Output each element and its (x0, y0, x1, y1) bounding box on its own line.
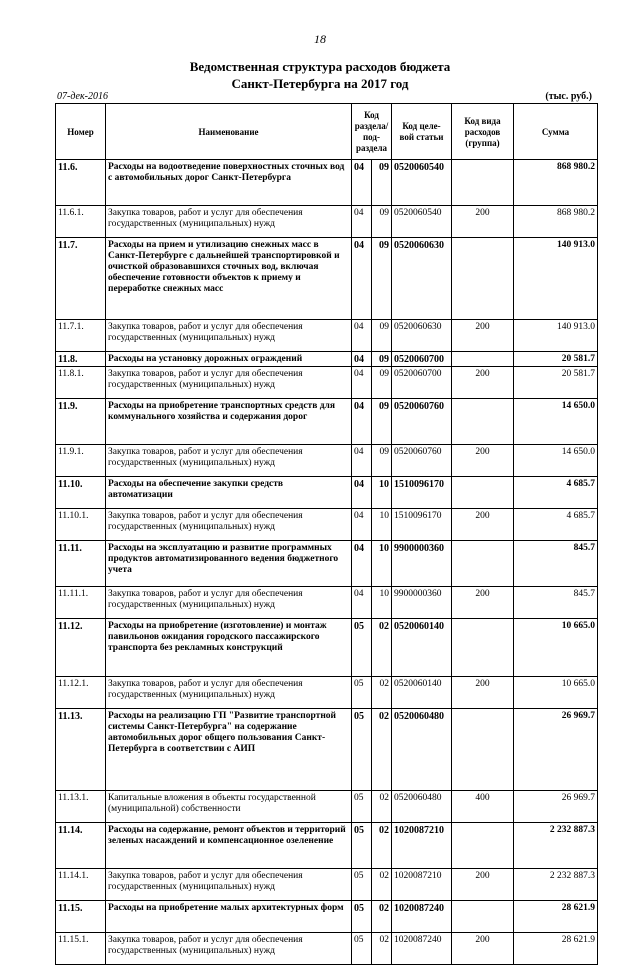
row-section-code: 05 (352, 933, 372, 965)
row-section-code: 04 (352, 509, 372, 541)
row-subsection-code: 10 (372, 587, 392, 619)
row-target-code: 0520060480 (392, 709, 452, 791)
title-line-1: Ведомственная структура расходов бюджета (189, 59, 451, 74)
row-section-code: 04 (352, 587, 372, 619)
document-title (0, 58, 640, 92)
table-row (56, 206, 598, 238)
row-section-code: 04 (352, 352, 372, 367)
row-name: Расходы на эксплуатацию и развитие программных продуктов автоматизированного ведения бюджетного учета (106, 541, 352, 587)
row-subsection-code: 02 (372, 791, 392, 823)
row-subsection-code: 09 (372, 206, 392, 238)
table-row (56, 869, 598, 901)
row-amount: 845.7 (514, 541, 598, 587)
row-amount: 28 621.9 (514, 901, 598, 933)
row-number: 11.15. (56, 901, 106, 933)
row-number: 11.14. (56, 823, 106, 869)
row-amount: 140 913.0 (514, 320, 598, 352)
header-target: Код целе- вой статьи (392, 104, 452, 160)
row-name: Закупка товаров, работ и услуг для обеспечения государственных (муниципальных) нужд (106, 206, 352, 238)
row-target-code: 1020087210 (392, 823, 452, 869)
row-expense-group (452, 238, 514, 320)
row-number: 11.10. (56, 477, 106, 509)
row-target-code: 0520060140 (392, 619, 452, 677)
row-name: Закупка товаров, работ и услуг для обеспечения государственных (муниципальных) нужд (106, 933, 352, 965)
row-expense-group (452, 352, 514, 367)
row-section-code: 04 (352, 445, 372, 477)
row-section-code: 05 (352, 901, 372, 933)
row-amount: 20 581.7 (514, 352, 598, 367)
row-section-code: 05 (352, 619, 372, 677)
row-expense-group: 200 (452, 206, 514, 238)
row-amount: 4 685.7 (514, 477, 598, 509)
row-subsection-code: 09 (372, 367, 392, 399)
row-name: Расходы на установку дорожных ограждений (106, 352, 352, 367)
table-row (56, 399, 598, 445)
row-number: 11.7.1. (56, 320, 106, 352)
row-target-code: 0520060760 (392, 445, 452, 477)
row-name: Закупка товаров, работ и услуг для обеспечения государственных (муниципальных) нужд (106, 445, 352, 477)
row-amount: 20 581.7 (514, 367, 598, 399)
row-subsection-code: 10 (372, 477, 392, 509)
row-amount: 26 969.7 (514, 791, 598, 823)
table-row (56, 541, 598, 587)
row-target-code: 9900000360 (392, 541, 452, 587)
header-expense-type: Код вида расходов (группа) (452, 104, 514, 160)
row-expense-group (452, 823, 514, 869)
row-expense-group: 400 (452, 791, 514, 823)
row-name: Капитальные вложения в объекты государственной (муниципальной) собственности (106, 791, 352, 823)
row-name: Закупка товаров, работ и услуг для обеспечения государственных (муниципальных) нужд (106, 509, 352, 541)
row-section-code: 05 (352, 791, 372, 823)
row-section-code: 04 (352, 367, 372, 399)
row-amount: 868 980.2 (514, 206, 598, 238)
row-section-code: 04 (352, 399, 372, 445)
table-row (56, 823, 598, 869)
table-row (56, 352, 598, 367)
table-row (56, 709, 598, 791)
row-amount: 868 980.2 (514, 160, 598, 206)
row-amount: 14 650.0 (514, 445, 598, 477)
row-section-code: 04 (352, 206, 372, 238)
row-section-code: 05 (352, 823, 372, 869)
row-section-code: 04 (352, 160, 372, 206)
row-name: Закупка товаров, работ и услуг для обеспечения государственных (муниципальных) нужд (106, 869, 352, 901)
row-name: Расходы на приобретение (изготовление) и монтаж павильонов ожидания городского пассажирского транспорта без рекламных конструкций (106, 619, 352, 677)
row-number: 11.11.1. (56, 587, 106, 619)
table-row (56, 791, 598, 823)
row-amount: 2 232 887.3 (514, 823, 598, 869)
table-row (56, 933, 598, 965)
row-amount: 10 665.0 (514, 619, 598, 677)
table-row (56, 160, 598, 206)
row-subsection-code: 02 (372, 619, 392, 677)
row-section-code: 04 (352, 320, 372, 352)
row-target-code: 0520060540 (392, 160, 452, 206)
row-number: 11.13. (56, 709, 106, 791)
row-number: 11.8.1. (56, 367, 106, 399)
table-row (56, 619, 598, 677)
row-name: Расходы на содержание, ремонт объектов и территорий зеленых насаждений и компенсационное озеленение (106, 823, 352, 869)
row-target-code: 0520060480 (392, 791, 452, 823)
row-number: 11.11. (56, 541, 106, 587)
row-expense-group (452, 160, 514, 206)
row-subsection-code: 09 (372, 160, 392, 206)
row-amount: 4 685.7 (514, 509, 598, 541)
row-expense-group (452, 901, 514, 933)
row-expense-group: 200 (452, 933, 514, 965)
row-expense-group: 200 (452, 320, 514, 352)
row-subsection-code: 02 (372, 823, 392, 869)
row-subsection-code: 02 (372, 709, 392, 791)
row-target-code: 1510096170 (392, 509, 452, 541)
row-section-code: 04 (352, 541, 372, 587)
row-amount: 10 665.0 (514, 677, 598, 709)
row-number: 11.12.1. (56, 677, 106, 709)
table-row (56, 238, 598, 320)
row-subsection-code: 02 (372, 901, 392, 933)
table-row (56, 477, 598, 509)
row-name: Закупка товаров, работ и услуг для обеспечения государственных (муниципальных) нужд (106, 320, 352, 352)
row-subsection-code: 09 (372, 238, 392, 320)
header-section: Код раздела/ под- раздела (352, 104, 392, 160)
table-row (56, 320, 598, 352)
row-expense-group (452, 399, 514, 445)
table-row (56, 677, 598, 709)
row-subsection-code: 02 (372, 677, 392, 709)
row-expense-group: 200 (452, 367, 514, 399)
row-number: 11.6. (56, 160, 106, 206)
row-expense-group (452, 619, 514, 677)
title-line-2: Санкт-Петербурга на 2017 год (231, 76, 409, 91)
row-section-code: 05 (352, 677, 372, 709)
row-expense-group: 200 (452, 677, 514, 709)
row-target-code: 0520060700 (392, 352, 452, 367)
header-amount: Сумма (514, 104, 598, 160)
row-expense-group (452, 709, 514, 791)
budget-table (55, 103, 598, 965)
row-number: 11.14.1. (56, 869, 106, 901)
row-name: Расходы на водоотведение поверхностных сточных вод с автомобильных дорог Санкт-Петербурга (106, 160, 352, 206)
row-target-code: 1020087240 (392, 901, 452, 933)
table-row (56, 445, 598, 477)
row-name: Расходы на приобретение малых архитектурных форм (106, 901, 352, 933)
row-name: Расходы на приобретение транспортных средств для коммунального хозяйства и содержания дорог (106, 399, 352, 445)
table-row (56, 587, 598, 619)
row-name: Закупка товаров, работ и услуг для обеспечения государственных (муниципальных) нужд (106, 367, 352, 399)
row-subsection-code: 02 (372, 869, 392, 901)
document-date: 07-дек-2016 (57, 91, 108, 102)
units-label: (тыс. руб.) (545, 91, 592, 102)
row-target-code: 0520060760 (392, 399, 452, 445)
row-target-code: 1510096170 (392, 477, 452, 509)
row-subsection-code: 02 (372, 933, 392, 965)
row-subsection-code: 10 (372, 541, 392, 587)
row-subsection-code: 09 (372, 399, 392, 445)
row-amount: 2 232 887.3 (514, 869, 598, 901)
table-body (56, 160, 598, 965)
page-number: 18 (314, 32, 326, 46)
row-section-code: 05 (352, 869, 372, 901)
row-name: Закупка товаров, работ и услуг для обеспечения государственных (муниципальных) нужд (106, 677, 352, 709)
row-name: Расходы на прием и утилизацию снежных масс в Санкт-Петербурге с дальнейшей транспортировкой и очисткой образовавшихся сточных вод, включая обеспечение готовности объектов к приему и переработке снежных масс (106, 238, 352, 320)
row-number: 11.9.1. (56, 445, 106, 477)
row-name: Расходы на реализацию ГП "Развитие транспортной системы Санкт-Петербурга" на содержание автомобильных дорог общего пользования Санкт-Петербурга в соответствии с АИП (106, 709, 352, 791)
row-subsection-code: 10 (372, 509, 392, 541)
row-target-code: 1020087210 (392, 869, 452, 901)
row-subsection-code: 09 (372, 445, 392, 477)
row-target-code: 0520060630 (392, 320, 452, 352)
row-target-code: 0520060540 (392, 206, 452, 238)
row-number: 11.8. (56, 352, 106, 367)
row-number: 11.10.1. (56, 509, 106, 541)
row-amount: 14 650.0 (514, 399, 598, 445)
row-target-code: 0520060630 (392, 238, 452, 320)
row-number: 11.12. (56, 619, 106, 677)
header-number: Номер (56, 104, 106, 160)
row-section-code: 05 (352, 709, 372, 791)
row-number: 11.13.1. (56, 791, 106, 823)
row-subsection-code: 09 (372, 352, 392, 367)
row-expense-group: 200 (452, 445, 514, 477)
header-name: Наименование (106, 104, 352, 160)
row-subsection-code: 09 (372, 320, 392, 352)
row-number: 11.7. (56, 238, 106, 320)
table-row (56, 367, 598, 399)
row-expense-group: 200 (452, 587, 514, 619)
row-target-code: 0520060700 (392, 367, 452, 399)
row-expense-group: 200 (452, 869, 514, 901)
row-target-code: 1020087240 (392, 933, 452, 965)
row-section-code: 04 (352, 238, 372, 320)
row-number: 11.15.1. (56, 933, 106, 965)
row-number: 11.6.1. (56, 206, 106, 238)
row-amount: 26 969.7 (514, 709, 598, 791)
table-row (56, 901, 598, 933)
row-target-code: 9900000360 (392, 587, 452, 619)
row-section-code: 04 (352, 477, 372, 509)
row-expense-group (452, 477, 514, 509)
row-amount: 140 913.0 (514, 238, 598, 320)
row-amount: 28 621.9 (514, 933, 598, 965)
table-header-row (56, 104, 598, 160)
row-expense-group: 200 (452, 509, 514, 541)
row-amount: 845.7 (514, 587, 598, 619)
row-expense-group (452, 541, 514, 587)
row-number: 11.9. (56, 399, 106, 445)
table-row (56, 509, 598, 541)
row-name: Закупка товаров, работ и услуг для обеспечения государственных (муниципальных) нужд (106, 587, 352, 619)
row-name: Расходы на обеспечение закупки средств автоматизации (106, 477, 352, 509)
row-target-code: 0520060140 (392, 677, 452, 709)
